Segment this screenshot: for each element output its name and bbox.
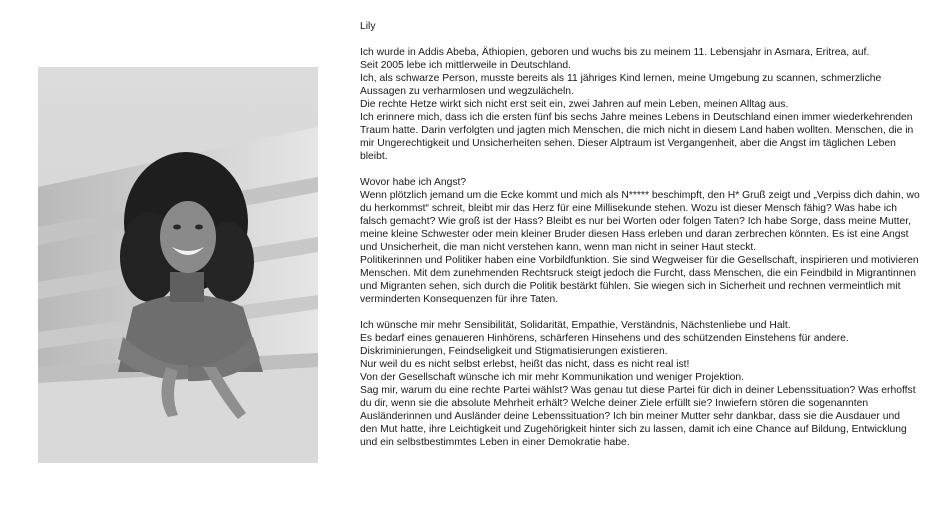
paragraph-gap [360, 306, 920, 319]
paragraph-line: Diskriminierungen, Feindseligkeit und Stigmatisierungen existieren. [360, 346, 668, 357]
person-name-title: Lily [360, 21, 376, 32]
text-column [360, 20, 920, 449]
paragraph-line: Ich wurde in Addis Abeba, Äthiopien, geboren und wuchs bis zu meinem 11. Lebensjahr in Asmara, Eritrea, auf. [360, 47, 870, 58]
paragraph-line: Es bedarf eines genaueren Hinhörens, schärferen Hinsehens und des schützenden Einstehens für andere. [360, 333, 849, 344]
paragraph-line: Ich, als schwarze Person, musste bereits als 11 jähriges Kind lernen, meine Umgebung zu scannen, schmerzliche Aussagen zu verharmlosen und wegzulächeln. [360, 73, 882, 97]
portrait-photo [38, 67, 318, 463]
paragraph-line: Seit 2005 lebe ich mittlerweile in Deutschland. [360, 60, 572, 71]
portrait-illustration [38, 67, 318, 463]
paragraph-line: Von der Gesellschaft wünsche ich mir mehr Kommunikation und weniger Projektion. [360, 372, 745, 383]
paragraph-gap [360, 163, 920, 176]
paragraph-line: Ich wünsche mir mehr Sensibilität, Solidarität, Empathie, Verständnis, Nächstenliebe und Halt. [360, 320, 791, 331]
paragraph-line: Politikerinnen und Politiker haben eine Vorbildfunktion. Sie sind Wegweiser für die Gesellschaft, inspirieren und motivieren Menschen. Mit dem zunehmenden Rechtsruck steigt jedoch die Furcht, dass Menschen, die ein Feindbild in Migrantinnen und Migranten sehen, sich durch die Politik bestärkt fühlen. Sie wiegen sich in Sicherheit und rechnen vermeintlich mit verminderten Konsequenzen für ihre Taten. [360, 255, 919, 305]
paragraph-line: Nur weil du es nicht selbst erlebst, heißt das nicht, dass es nicht real ist! [360, 359, 690, 370]
paragraph-line: Ich erinnere mich, dass ich die ersten fünf bis sechs Jahre meines Lebens in Deutschland einen immer wiederkehrenden Traum hatte. Darin verfolgten und jagten mich Menschen, die mich nicht in diesem Land haben wollten. Menschen, die in mir Ungerechtigkeit und Unsicherheiten sehen. Dieser Alptraum ist Vergangenheit, aber die Angst im täglichen Leben bleibt. [360, 112, 914, 162]
paragraph-line: Wenn plötzlich jemand um die Ecke kommt und mich als N***** beschimpft, den H* Gruß zeigt und „Verpiss dich dahin, wo du herkommst“ schreit, bleibt mir das Herz für eine Millisekunde stehen. Wozu ist dieser Mensch fähig? Was habe ich falsch gemacht? Wie groß ist der Hass? Bleibt es nur bei Worten oder folgen Taten? Ich habe Sorge, dass meine Mutter, meine kleine Schwester oder mein kleiner Bruder diesen Hass erleben und daran zerbrechen könnten. Es ist eine Angst und Unsicherheit, die man nicht verstehen kann, wenn man nicht in seiner Haut steckt. [360, 190, 920, 253]
paragraph-line: Sag mir, warum du eine rechte Partei wählst? Was genau tut diese Partei für dich in deiner Lebenssituation? Was erhoffst du dir, wenn sie die absolute Mehrheit erhält? Welche deiner Ziele erfüllt sie? Inwiefern stören die sogenannten Ausländerinnen und Ausländer deine Lebenssituation? Ich bin meiner Mutter sehr dankbar, dass sie die Ausdauer und den Mut hatte, ihre Leichtigkeit und Zugehörigkeit hinter sich zu lassen, damit ich eine Chance auf Bildung, Entwicklung und ein selbstbestimmtes Leben in einer Demokratie habe. [360, 385, 916, 448]
section-question: Wovor habe ich Angst? [360, 177, 467, 188]
paragraph-line: Die rechte Hetze wirkt sich nicht erst seit ein, zwei Jahren auf mein Leben, meinen Alltag aus. [360, 99, 789, 110]
